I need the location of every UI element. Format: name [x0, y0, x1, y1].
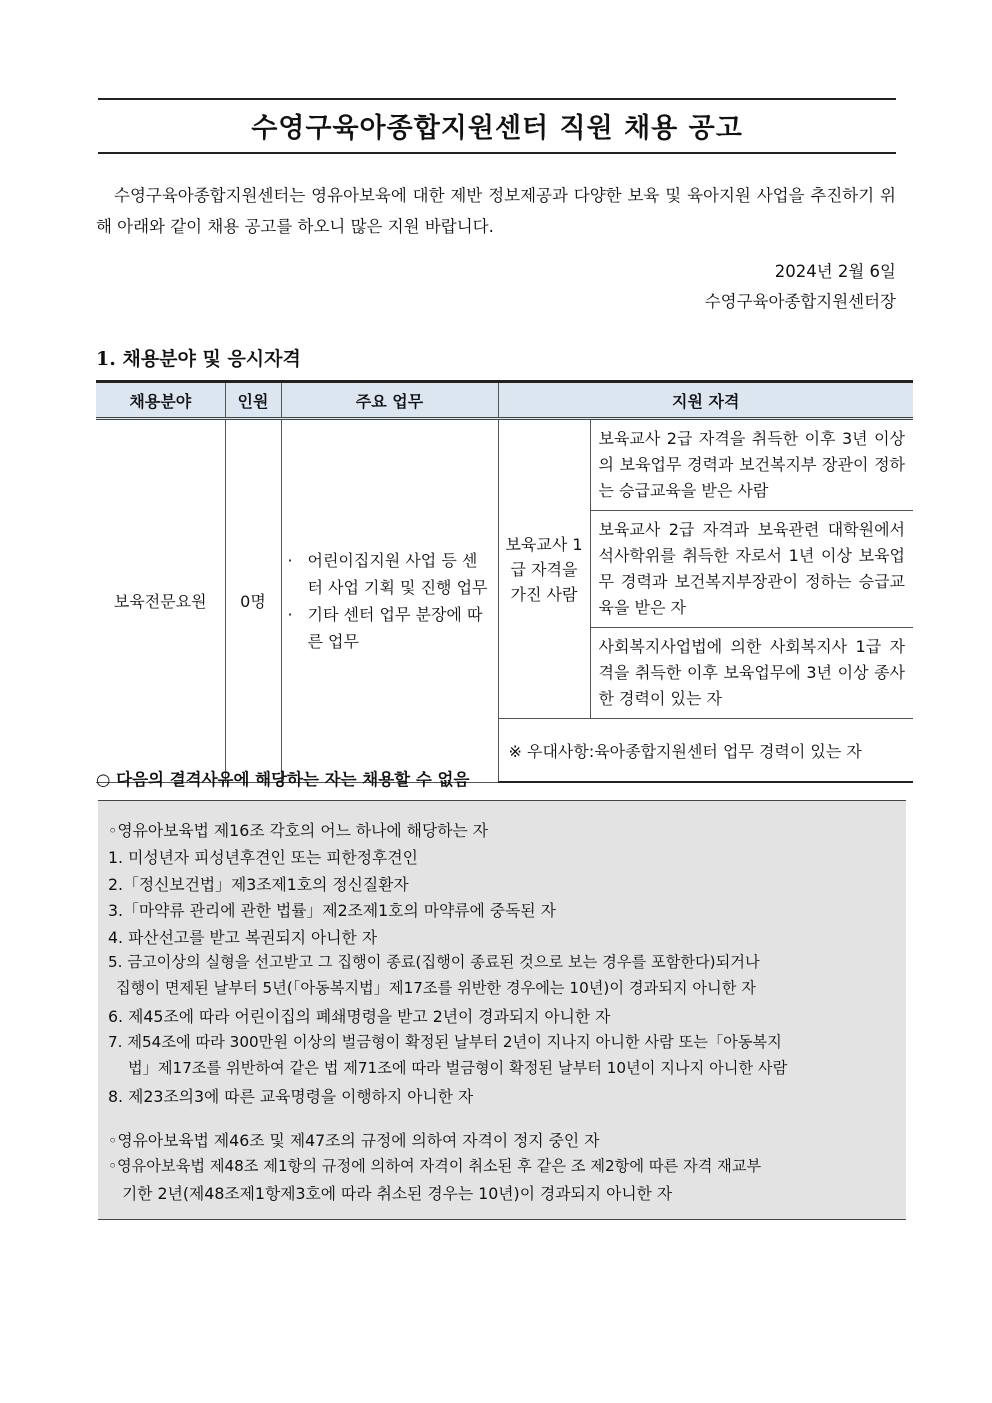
disqualification-box	[98, 800, 906, 1220]
header-qualification: 지원 자격	[498, 382, 913, 419]
announcement-date: 2024년 2월 6일	[774, 262, 896, 281]
table-row	[96, 419, 913, 511]
field-cell: 보육전문요원	[96, 419, 225, 783]
disq-line: 8. 제23조의3에 따른 교육명령을 이행하지 아니한 자	[108, 1087, 474, 1106]
section-heading: 1. 채용분야 및 응시자격	[96, 348, 301, 370]
disq-line: 7. 제54조에 따라 300만원 이상의 벌금형이 확정된 날부터 2년이 지나지 아니한 사람 또는「아동복지	[108, 1033, 782, 1051]
disq-line: 기한 2년(제48조제1항제3호에 따라 취소된 경우는 10년)이 경과되지 아니한 자	[122, 1184, 673, 1203]
header-duties: 주요 업무	[281, 382, 498, 419]
disq-line: 1. 미성년자 피성년후견인 또는 피한정후견인	[108, 848, 418, 867]
disq-line: ◦영유아보육법 제48조 제1항의 규정에 의하여 자격이 취소된 후 같은 조 제2항에 따른 자격 재교부	[108, 1157, 762, 1175]
recruit-table	[96, 380, 913, 783]
disq-line: 3.「마약류 관리에 관한 법률」제2조제1호의 마약류에 중독된 자	[108, 901, 556, 920]
count-cell: 0명	[225, 419, 281, 783]
duty-bullet: ·	[287, 550, 293, 570]
duty-bullet: ·	[287, 604, 293, 624]
disqualification-heading: ○ 다음의 결격사유에 해당하는 자는 채용할 수 없음	[96, 770, 470, 789]
header-count: 인원	[225, 382, 281, 419]
duties-cell	[281, 419, 498, 783]
duty-item	[288, 547, 490, 601]
title-rule-bottom	[98, 152, 896, 154]
duty-text: 어린이집지원 사업 등 센터 사업 기획 및 진행 업무	[307, 550, 488, 597]
signature: 수영구육아종합지원센터장	[704, 292, 896, 311]
disq-line: 법」제17조를 위반하여 같은 법 제71조에 따라 벌금형이 확정된 날부터 10년이 지나지 아니한 사람	[128, 1059, 788, 1077]
intro-text: 수영구육아종합지원센터는 영유아보육에 대한 제반 정보제공과 다양한 보육 및 육아지원 사업을 추진하기 위해 아래와 같이 채용 공고를 하오니 많은 지원 바랍니다.	[96, 186, 896, 236]
disq-line: 2.「정신보건법」제3조제1호의 정신질환자	[108, 875, 409, 894]
disq-line: ◦영유아보육법 제46조 및 제47조의 규정에 의하여 자격이 정지 중인 자	[108, 1131, 600, 1150]
duty-text: 기타 센터 업무 분장에 따른 업무	[307, 604, 483, 651]
title-rule-top	[98, 98, 896, 100]
header-field: 채용분야	[96, 382, 225, 419]
preference-cell: ※ 우대사항:육아종합지원센터 업무 경력이 있는 자	[498, 719, 913, 783]
qualification-item: 사회복지사업법에 의한 사회복지사 1급 자격을 취득한 이후 보육업무에 3년 이상 종사한 경력이 있는 자	[590, 628, 913, 719]
qualification-item: 보육교사 2급 자격을 취득한 이후 3년 이상의 보육업무 경력과 보건복지부 장관이 정하는 승급교육을 받은 사람	[590, 419, 913, 511]
disq-line: 집행이 면제된 날부터 5년(「아동복지법」제17조를 위반한 경우에는 10년)이 경과되지 아니한 자	[116, 979, 756, 997]
page-title: 수영구육아종합지원센터 직원 채용 공고	[251, 113, 743, 144]
intro-paragraph	[96, 180, 896, 242]
disq-line: 4. 파산선고를 받고 복권되지 아니한 자	[108, 928, 378, 947]
table-header-row	[96, 382, 913, 419]
qualification-group-label: 보육교사 1급 자격을 가진 사람	[498, 419, 590, 719]
disq-line: ◦영유아보육법 제16조 각호의 어느 하나에 해당하는 자	[108, 821, 489, 840]
duty-item	[288, 601, 490, 655]
qualification-item: 보육교사 2급 자격과 보육관련 대학원에서 석사학위를 취득한 자로서 1년 이상 보육업무 경력과 보건복지부장관이 정하는 승급교육을 받은 자	[590, 511, 913, 628]
disq-line: 5. 금고이상의 실형을 선고받고 그 집행이 종료(집행이 종료된 것으로 보는 경우를 포함한다)되거나	[108, 953, 760, 971]
disq-line: 6. 제45조에 따라 어린이집의 폐쇄명령을 받고 2년이 경과되지 아니한 자	[108, 1007, 611, 1026]
